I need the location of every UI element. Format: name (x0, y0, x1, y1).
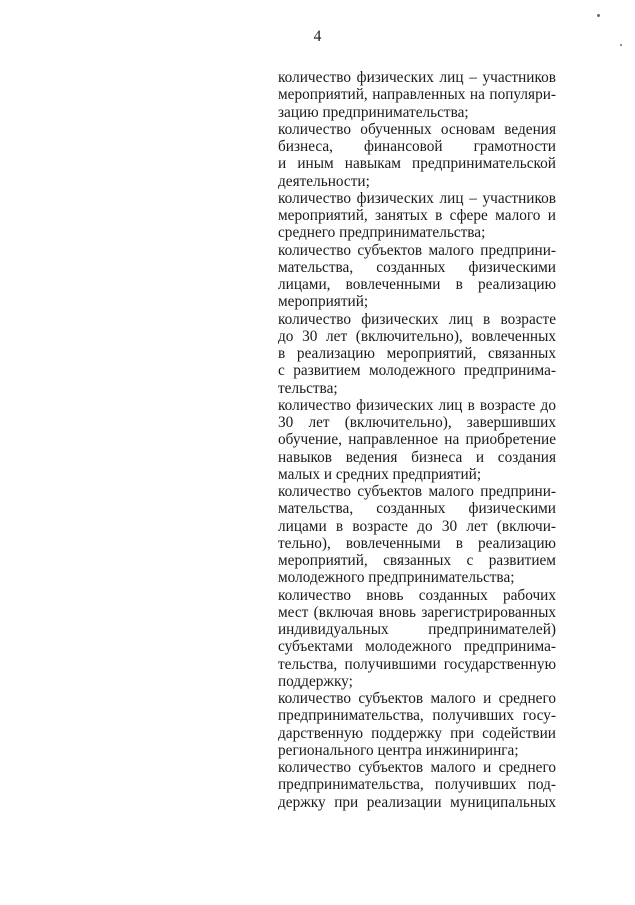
text-line: количество физических лиц – участников (278, 189, 556, 207)
text-line: количество физических лиц – участников (278, 69, 556, 86)
document-body (278, 69, 556, 811)
text-line: 30 лет (включительно), завершивших (278, 414, 556, 431)
scan-speck (620, 44, 622, 46)
text-line: малых и средних предприятий; (278, 465, 482, 483)
text-line: обучение, направленное на приобретение (278, 431, 556, 449)
scan-speck (597, 14, 600, 17)
text-line: лицами, вовлеченными в реализацию (278, 276, 556, 293)
text-line: зацию предпринимательства; (278, 103, 469, 121)
list-item (278, 397, 556, 483)
text-line: количество обученных основам ведения (278, 120, 556, 138)
text-line: лицами в возрасте до 30 лет (включи- (278, 517, 556, 535)
text-line: мероприятий, связанных с развитием (278, 552, 556, 569)
list-item (278, 311, 556, 397)
text-line: количество субъектов малого предприни- (278, 241, 556, 259)
text-line: мероприятий, направленных на популяри- (278, 86, 556, 104)
text-line: количество физических лиц в возрасте (278, 310, 556, 328)
text-line: среднего предпринимательства; (278, 224, 486, 242)
list-item (278, 190, 556, 242)
text-line: количество вновь созданных рабочих (278, 586, 556, 604)
text-line: деятельности; (278, 172, 370, 190)
text-line: тельства, получившими государственную (278, 655, 556, 673)
text-line: мательства, созданных физическими (278, 258, 556, 276)
list-item (278, 587, 556, 691)
text-line: бизнеса, финансовой грамотности (278, 138, 556, 155)
list-item (278, 242, 556, 311)
text-line: количество субъектов малого и среднего (278, 759, 556, 776)
text-line: субъектами молодежного предпринима- (278, 638, 556, 656)
list-item (278, 121, 556, 190)
text-line: количество субъектов малого и среднего (278, 690, 556, 707)
list-item (278, 69, 556, 121)
text-line: держку при реализации муниципальных (278, 793, 556, 811)
text-line: регионального центра инжиниринга; (278, 741, 519, 759)
text-line: предпринимательства, получивших под- (278, 776, 556, 794)
text-line: тельно), вовлеченными в реализацию (278, 534, 556, 552)
page-number: 4 (313, 28, 322, 45)
text-line: молодежного предпринимательства; (278, 569, 515, 587)
text-line: до 30 лет (включительно), вовлеченных (278, 327, 556, 345)
text-line: количество субъектов малого предприни- (278, 483, 556, 500)
text-line: поддержку; (278, 672, 353, 690)
list-item (278, 690, 556, 759)
text-line: предпринимательства, получивших госу- (278, 707, 556, 725)
text-line: количество физических лиц в возрасте до (278, 396, 556, 414)
text-line: дарственную поддержку при содействии (278, 724, 556, 742)
text-line: мест (включая вновь зарегистрированных (278, 603, 556, 621)
text-line: тельства; (278, 379, 338, 397)
text-line: индивидуальных предпринимателей) (278, 621, 556, 638)
list-item (278, 759, 556, 811)
list-item (278, 483, 556, 587)
text-line: с развитием молодежного предпринима- (278, 362, 556, 380)
text-line: мательства, созданных физическими (278, 500, 556, 518)
text-line: мероприятий, занятых в сфере малого и (278, 207, 556, 224)
text-line: навыков ведения бизнеса и создания (278, 448, 556, 466)
text-line: мероприятий; (278, 293, 369, 311)
text-line: в реализацию мероприятий, связанных (278, 345, 556, 362)
text-line: и иным навыкам предпринимательской (278, 155, 556, 173)
